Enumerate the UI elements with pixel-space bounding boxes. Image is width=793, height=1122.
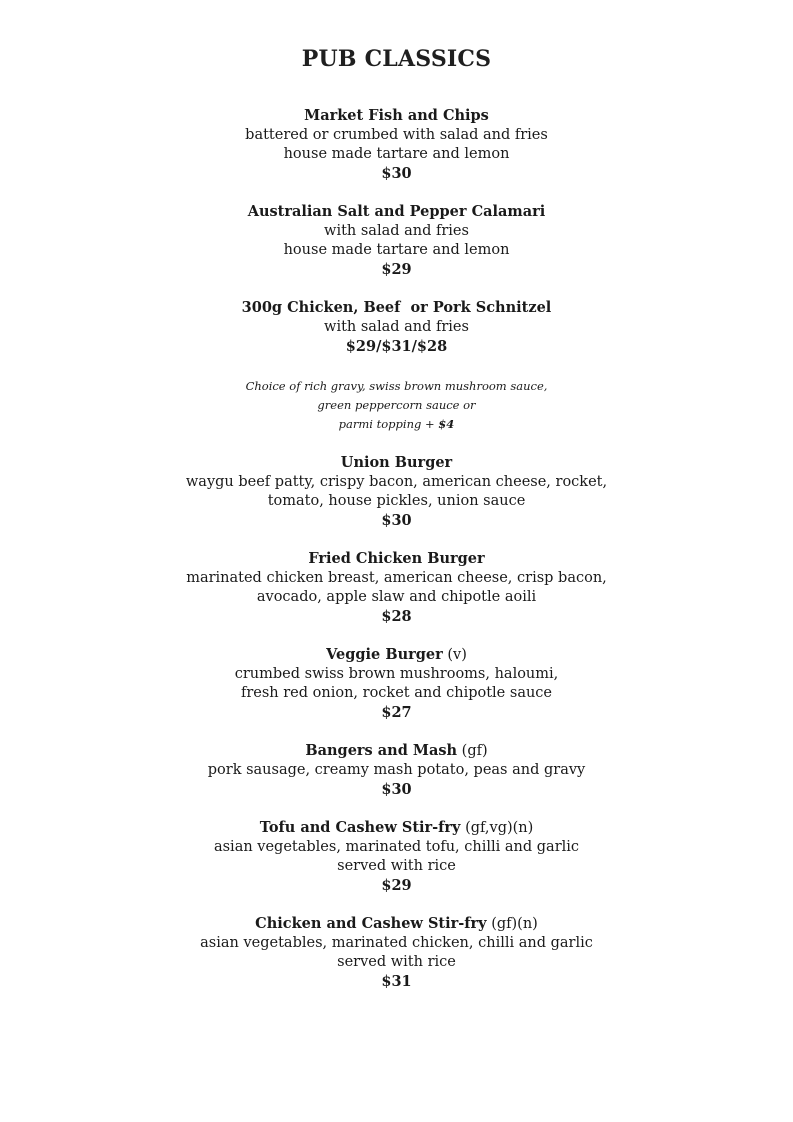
item-price: $29: [381, 877, 412, 894]
item-price: $31: [381, 973, 412, 990]
item-title-line: [0, 549, 793, 569]
menu-item: [0, 645, 793, 722]
item-description: tomato, house pickles, union sauce: [267, 493, 526, 509]
item-description: served with rice: [337, 954, 456, 970]
item-description: fresh red onion, rocket and chipotle sauce: [240, 685, 552, 701]
item-name: Union Burger: [340, 454, 453, 471]
menu-item: [0, 741, 793, 799]
dietary-tag: (gf,vg)(n): [465, 820, 534, 836]
item-name: Fried Chicken Burger: [308, 550, 485, 567]
item-name: Bangers and Mash: [305, 742, 458, 759]
item-description: crumbed swiss brown mushrooms, haloumi,: [234, 666, 559, 682]
menu-item: [0, 549, 793, 626]
item-description: served with rice: [337, 858, 456, 874]
note-line: green peppercorn sauce or: [317, 398, 476, 412]
item-title-line: [0, 741, 793, 761]
item-description: battered or crumbed with salad and fries: [245, 127, 548, 143]
menu-item: [0, 298, 793, 356]
item-description: pork sausage, creamy mash potato, peas and gravy: [207, 762, 586, 778]
item-price: $30: [381, 781, 412, 798]
item-description: with salad and fries: [324, 319, 469, 335]
item-description: waygu beef patty, crispy bacon, american cheese, rocket,: [185, 474, 608, 490]
item-price: $29: [381, 261, 412, 278]
item-price: $30: [381, 165, 412, 182]
note-line: [0, 415, 793, 434]
item-price: $30: [381, 512, 412, 529]
dietary-tag: (v): [447, 647, 467, 663]
menu-item: [0, 453, 793, 530]
item-description: house made tartare and lemon: [283, 146, 510, 162]
item-name: Veggie Burger: [326, 646, 443, 663]
item-description: with salad and fries: [324, 223, 469, 239]
note-line: Choice of rich gravy, swiss brown mushroom sauce,: [245, 379, 548, 393]
item-price: $29/$31/$28: [345, 338, 448, 355]
item-description: asian vegetables, marinated chicken, chilli and garlic: [200, 935, 593, 951]
item-title-line: [0, 106, 793, 126]
item-description: avocado, apple slaw and chipotle aoili: [256, 589, 537, 605]
dietary-tag: (gf): [461, 743, 488, 759]
menu-item: [0, 818, 793, 895]
item-name: Market Fish and Chips: [304, 107, 489, 124]
item-name: Australian Salt and Pepper Calamari: [247, 203, 546, 220]
item-price: $27: [381, 704, 412, 721]
dietary-tag: (gf)(n): [491, 916, 538, 932]
item-title-line: [0, 202, 793, 222]
item-title-line: [0, 914, 793, 934]
note-text: parmi topping +: [338, 417, 439, 431]
menu-item: [0, 106, 793, 183]
item-description: house made tartare and lemon: [283, 242, 510, 258]
item-description: marinated chicken breast, american cheese, crisp bacon,: [186, 570, 607, 586]
item-name: 300g Chicken, Beef or Pork Schnitzel: [241, 299, 552, 316]
item-title-line: [0, 645, 793, 665]
menu-item: [0, 202, 793, 279]
page-title: PUB CLASSICS: [301, 46, 492, 72]
item-name: Chicken and Cashew Stir-fry: [255, 915, 487, 932]
menu-item: [0, 914, 793, 991]
note-price: $4: [438, 417, 455, 431]
item-title-line: [0, 453, 793, 473]
item-name: Tofu and Cashew Stir-fry: [259, 819, 461, 836]
item-title-line: [0, 818, 793, 838]
item-description: asian vegetables, marinated tofu, chilli and garlic: [213, 839, 580, 855]
sauce-note: [0, 375, 793, 434]
menu-list: [0, 106, 793, 1010]
item-price: $28: [381, 608, 412, 625]
item-title-line: [0, 298, 793, 318]
